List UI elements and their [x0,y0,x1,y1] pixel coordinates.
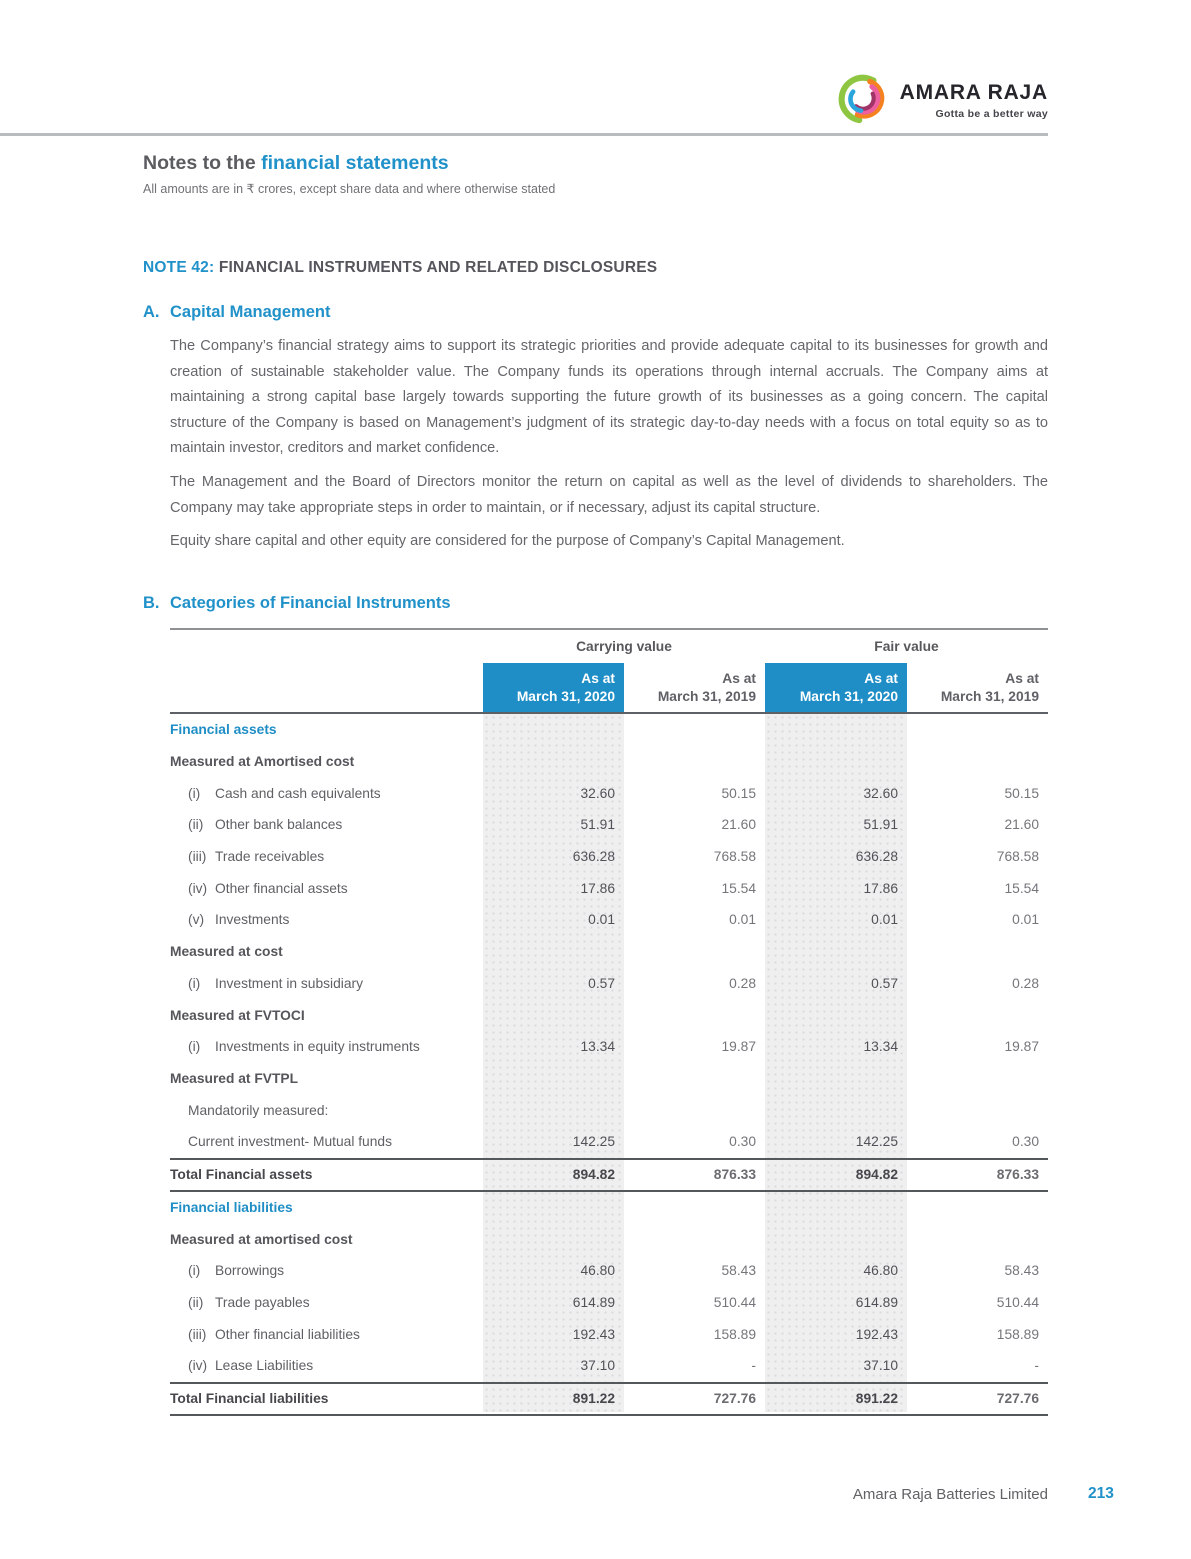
row-label-text: Measured at FVTOCI [170,1007,305,1023]
row-label-text: Measured at FVTPL [170,1070,299,1086]
row-value: 0.01 [729,912,756,928]
row-value: 727.76 [996,1391,1039,1407]
row-value: 891.22 [855,1391,898,1407]
row-value: 50.15 [1004,785,1039,801]
table-row [170,1094,1048,1126]
row-value: 0.30 [1012,1134,1039,1150]
section-a-heading [143,303,330,322]
row-label [170,1287,483,1319]
table-row [170,841,1048,873]
row-label [170,1160,483,1190]
table-row [170,746,1048,778]
row-value: 37.10 [863,1358,898,1374]
table-row [170,968,1048,1000]
row-label-text: Other bank balances [215,817,343,833]
row-label-text: Total Financial liabilities [170,1391,329,1407]
row-value: 0.01 [871,912,898,928]
row-value [907,714,1048,746]
row-label-text: Lease Liabilities [215,1358,314,1374]
group-header-carrying-value: Carrying value [576,639,672,654]
row-value: 158.89 [713,1326,756,1342]
page-subtitle: All amounts are in ₹ crores, except share data and where otherwise stated [143,182,556,196]
row-value [907,936,1048,968]
row-label-text: Mandatorily measured: [188,1102,329,1118]
row-label [170,1192,483,1224]
row-label-text: Cash and cash equivalents [215,785,381,801]
row-label-text: Trade payables [215,1295,310,1311]
table-row [170,1126,1048,1158]
row-label-text: Measured at cost [170,944,283,960]
row-label-text: Investment in subsidiary [215,975,363,991]
page-title-prefix: Notes to the [143,152,262,174]
column-header-fair-2020: As at March 31, 2020 [765,663,907,712]
note-number: NOTE 42: [143,259,215,276]
section-b-title: Categories of Financial Instruments [170,594,451,612]
row-value [765,1094,907,1126]
table-row [170,999,1048,1031]
row-value [907,1192,1048,1224]
table-row [170,777,1048,809]
row-value: 37.10 [580,1358,615,1374]
table-row [170,1063,1048,1095]
row-value [907,746,1048,778]
row-value [624,1094,765,1126]
row-label-text: Current investment- Mutual funds [188,1134,392,1150]
row-value: 614.89 [855,1295,898,1311]
row-label [170,1031,483,1063]
row-value: 510.44 [996,1295,1039,1311]
row-number: (iv) [188,880,208,896]
section-a-title: Capital Management [170,303,331,321]
table-row [170,1255,1048,1287]
row-number: (i) [188,975,201,991]
row-value [765,1063,907,1095]
row-label-text: Investments in equity instruments [215,1039,420,1055]
row-label-text: Measured at Amortised cost [170,754,355,770]
row-value [765,999,907,1031]
row-number: (i) [188,1039,201,1055]
row-label [170,1255,483,1287]
row-value [907,1223,1048,1255]
row-value [624,999,765,1031]
company-logo [837,72,1048,128]
row-value: 46.80 [580,1263,615,1279]
row-value [624,936,765,968]
row-value: 614.89 [572,1295,615,1311]
column-header-carrying-2019: As at March 31, 2019 [657,670,756,704]
logo-text [900,81,1048,120]
table-body [170,714,1048,1416]
row-value: 768.58 [996,849,1039,865]
row-value: 0.57 [588,975,615,991]
row-value: 0.28 [1012,975,1039,991]
row-value [483,1063,624,1095]
row-label [170,777,483,809]
row-value: 13.34 [863,1039,898,1055]
row-value: 17.86 [580,880,615,896]
row-value: 46.80 [863,1263,898,1279]
row-value: 891.22 [572,1391,615,1407]
row-value: 50.15 [721,785,756,801]
table-row [170,904,1048,936]
page-title [143,152,449,175]
table-column-header-row [170,663,1048,714]
row-value: 142.25 [572,1134,615,1150]
capital-management-paragraphs [170,334,1048,555]
row-value [765,746,907,778]
table-group-header-row [170,630,1048,663]
row-label-text: Investments [215,912,290,928]
row-value: 32.60 [863,785,898,801]
row-value [624,746,765,778]
row-label [170,872,483,904]
row-value: 636.28 [855,849,898,865]
paragraph: Equity share capital and other equity are considered for the purpose of Company’s Capital Management. [170,533,845,550]
row-value [907,999,1048,1031]
row-value [624,714,765,746]
row-value: 15.54 [721,880,756,896]
row-label [170,714,483,746]
row-value: 0.57 [871,975,898,991]
row-value: 876.33 [713,1167,756,1183]
note-title: FINANCIAL INSTRUMENTS AND RELATED DISCLOSURES [214,259,658,276]
table-row [170,1287,1048,1319]
row-label [170,999,483,1031]
row-number: (iii) [188,849,207,865]
brand-tagline: Gotta be a better way [935,108,1048,120]
row-value [624,1192,765,1224]
row-value: 13.34 [580,1039,615,1055]
row-label [170,1384,483,1414]
row-number: (ii) [188,1295,204,1311]
table-row [170,1158,1048,1192]
note-heading [143,259,657,277]
paragraph: The Management and the Board of Directors monitor the return on capital as well as the level of dividends to shareholders. The Company may take appropriate steps in order to maintain, or if necessary, adjust its capital structure. [170,473,1048,516]
row-value [765,1192,907,1224]
row-label [170,936,483,968]
column-header-fair-2019: As at March 31, 2019 [940,670,1039,704]
footer-page-number: 213 [1088,1485,1114,1502]
row-value: 894.82 [855,1167,898,1183]
row-value [765,936,907,968]
row-label [170,968,483,1000]
row-label [170,1063,483,1095]
row-label-text: Measured at amortised cost [170,1231,353,1247]
row-label [170,746,483,778]
row-value: 19.87 [1004,1039,1039,1055]
group-header-fair-value: Fair value [874,639,939,654]
row-label [170,841,483,873]
section-b-heading [143,594,451,613]
amara-raja-swirl-icon [837,72,889,128]
row-label [170,1318,483,1350]
row-value: 158.89 [996,1326,1039,1342]
row-value [483,746,624,778]
row-value [483,1094,624,1126]
row-value [765,714,907,746]
row-value: 876.33 [996,1167,1039,1183]
row-label-text: Other financial liabilities [215,1326,360,1342]
row-value: 768.58 [713,849,756,865]
row-value [483,714,624,746]
row-value [907,1094,1048,1126]
row-value: 17.86 [863,880,898,896]
row-number: (v) [188,912,205,928]
row-value: 58.43 [1004,1263,1039,1279]
row-number: (iv) [188,1358,208,1374]
row-label-text: Financial liabilities [170,1199,293,1215]
row-value: 58.43 [721,1263,756,1279]
table-row [170,1192,1048,1224]
row-value: 15.54 [1004,880,1039,896]
row-value: 0.01 [1012,912,1039,928]
row-value: 51.91 [863,817,898,833]
row-value: 727.76 [713,1391,756,1407]
row-value: 21.60 [1004,817,1039,833]
footer-company-name: Amara Raja Batteries Limited [852,1486,1048,1503]
row-value: 32.60 [580,785,615,801]
row-number: (iii) [188,1326,207,1342]
row-value [907,1063,1048,1095]
row-number: (i) [188,1263,201,1279]
row-value [765,1223,907,1255]
section-b-label: B. [143,594,160,612]
row-value: - [751,1358,756,1374]
row-value [483,999,624,1031]
section-a-label: A. [143,303,160,321]
row-label [170,1126,483,1158]
row-label-text: Trade receivables [215,849,325,865]
row-label-text: Other financial assets [215,880,348,896]
row-value: 636.28 [572,849,615,865]
row-number: (ii) [188,817,204,833]
table-row [170,1350,1048,1382]
row-label [170,809,483,841]
row-value: 894.82 [572,1167,615,1183]
financial-instruments-table [170,628,1048,1412]
row-value: 19.87 [721,1039,756,1055]
row-value [483,1223,624,1255]
row-value [483,936,624,968]
table-row [170,1031,1048,1063]
row-label [170,904,483,936]
table-row [170,1382,1048,1416]
row-value [624,1223,765,1255]
row-label [170,1094,483,1126]
page-title-accent: financial statements [261,152,449,174]
row-value: 0.28 [729,975,756,991]
header-divider [0,133,1048,136]
row-label-text: Financial assets [170,722,277,738]
row-value: 192.43 [572,1326,615,1342]
row-value [483,1192,624,1224]
row-value: 21.60 [721,817,756,833]
row-label [170,1223,483,1255]
brand-name: AMARA RAJA [899,81,1048,104]
table-row [170,1223,1048,1255]
row-label-text: Total Financial assets [170,1167,313,1183]
table-row [170,936,1048,968]
table-row [170,809,1048,841]
table-row [170,872,1048,904]
row-value: - [1034,1358,1039,1374]
row-label [170,1350,483,1382]
table-row [170,714,1048,746]
row-value [624,1063,765,1095]
row-value: 192.43 [855,1326,898,1342]
row-value: 142.25 [855,1134,898,1150]
row-label-text: Borrowings [215,1263,285,1279]
row-value: 51.91 [580,817,615,833]
row-number: (i) [188,785,201,801]
row-value: 0.01 [588,912,615,928]
row-value: 510.44 [713,1295,756,1311]
paragraph: The Company’s financial strategy aims to support its strategic priorities and provide adequate capital to its businesses for growth and creation of sustainable stakeholder value. The Company funds its operations through internal accruals. The Company aims at maintaining a strong capital base largely towards supporting the future growth of its businesses as a going concern. The capital structure of the Company is based on Management’s judgment of its strategic day-to-day needs with a focus on total equity so as to maintain investor, creditors and market confidence. [170,338,1048,457]
row-value: 0.30 [729,1134,756,1150]
table-row [170,1318,1048,1350]
column-header-carrying-2020: As at March 31, 2020 [483,663,624,712]
